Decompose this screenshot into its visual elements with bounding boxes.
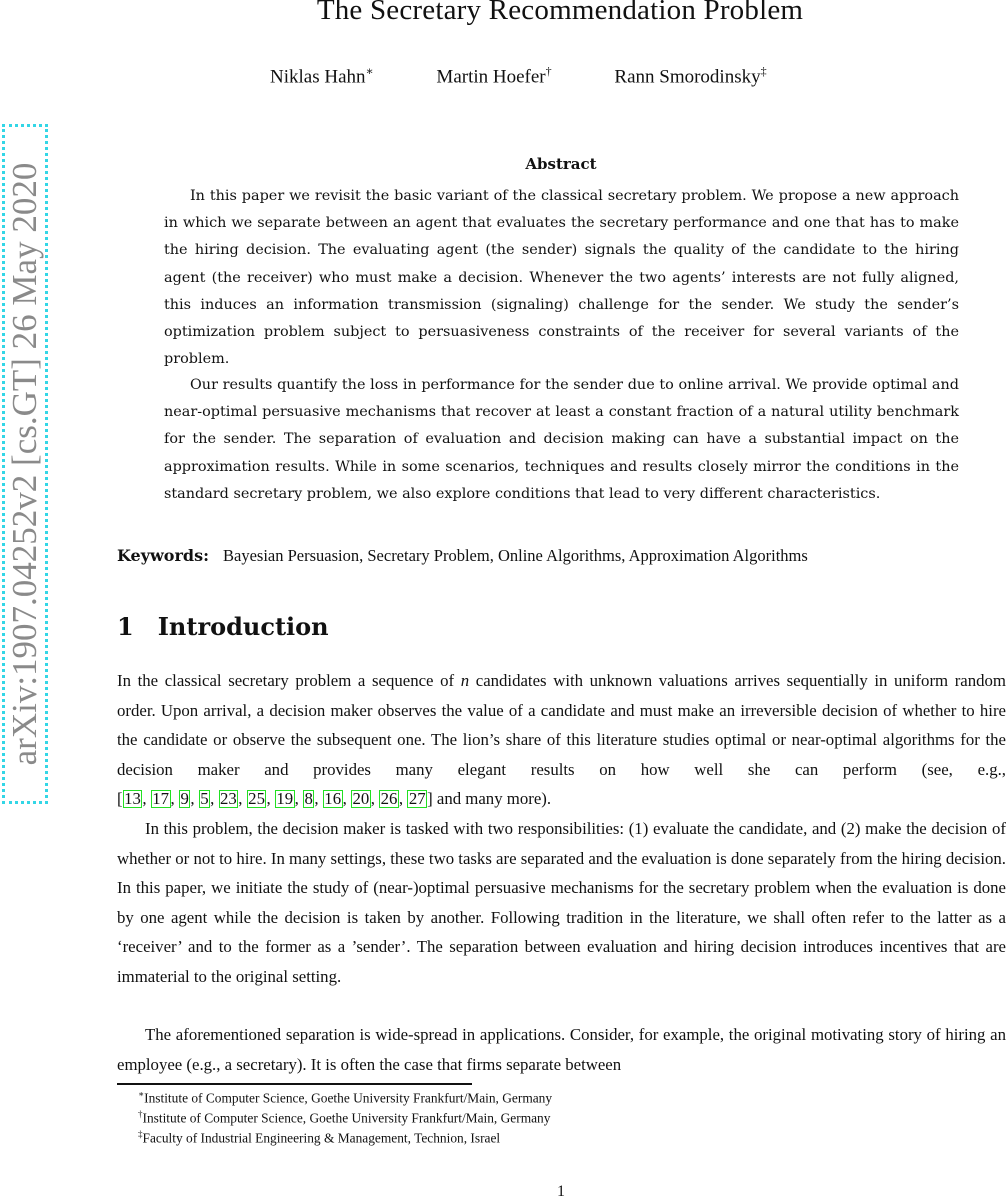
citation-list: [13, 17, 9, 5, 23, 25, 19, 8, 16, 20, 26, 27]	[117, 789, 433, 808]
citation-link[interactable]: 13	[124, 789, 141, 808]
citation-link[interactable]: 9	[180, 789, 189, 808]
arxiv-identifier: arXiv:1907.04252v2 [cs.GT] 26 May 2020	[5, 162, 44, 766]
author-hoefer: Martin Hoefer†	[436, 64, 552, 88]
footnote: ‡Faculty of Industrial Engineering & Management, Technion, Israel	[138, 1129, 501, 1146]
paper-title: The Secretary Recommendation Problem	[316, 0, 804, 26]
footnote: ∗Institute of Computer Science, Goethe University Frankfurt/Main, Germany	[138, 1089, 553, 1106]
footnote-mark[interactable]: †	[545, 64, 552, 78]
citation-link[interactable]: 23	[220, 789, 237, 808]
arxiv-stamp-link[interactable]	[2, 124, 48, 804]
citation-link[interactable]: 16	[324, 789, 342, 808]
footnote-divider	[117, 1083, 472, 1085]
citation-link[interactable]: 25	[248, 789, 265, 808]
intro-paragraph: In the classical secretary problem a sequence of n candidates with unknown valuations arrives sequentially in uniform random order. Upon arrival, a decision maker observes the value of a candidate and must make an irreversible decision of whether to hire the candidate or observe the subsequent one. The lion’s share of this literature studies optimal or near-optimal algorithms for the decision maker and provides many elegant results on how well she can perform (see, e.g., [13, 17, 9, 5, 23, 25, 19, 8, 16, 20, 26, 27] and many more).	[117, 671, 1006, 808]
footnote-mark[interactable]: ∗	[365, 64, 374, 78]
keywords-label: Keywords:	[117, 546, 210, 565]
intro-paragraph: In this problem, the decision maker is tasked with two responsibilities: (1) evaluate the candidate, and (2) make the decision of whether or not to hire. In many settings, these two tasks are separated and the evaluation is done separately from the hiring decision. In this paper, we initiate the study of (near-)optimal persuasive mechanisms for the secretary problem when the evaluation is done by one agent while the decision is taken by another. Following tradition in the literature, we shall often refer to the latter as a ‘receiver’ and to the former as a ’sender’. The separation between evaluation and hiring decision introduces incentives that are immaterial to the original setting.	[117, 819, 1006, 986]
section-number: 1	[117, 612, 134, 641]
citation-link[interactable]: 20	[352, 789, 370, 808]
citation-link[interactable]: 19	[276, 789, 294, 808]
author-hahn: Niklas Hahn∗	[270, 64, 374, 88]
citation-link[interactable]: 26	[380, 789, 398, 808]
citation-link[interactable]: 5	[200, 789, 209, 808]
citation-link[interactable]: 17	[152, 789, 170, 808]
abstract-paragraph: In this paper we revisit the basic variant of the classical secretary problem. We propose a new approach in which we separate between an agent that evaluates the secretary performance and one that has to make the hiring decision. The evaluating agent (the sender) signals the quality of the candidate to the hiring agent (the receiver) who must make a decision. Whenever the two agents’ interests are not fully aligned, this induces an information transmission (signaling) challenge for the sender. We study the sender’s optimization problem subject to persuasiveness constraints of the receiver for several variants of the problem.	[164, 188, 959, 368]
footnote: †Institute of Computer Science, Goethe University Frankfurt/Main, Germany	[138, 1109, 551, 1126]
keywords	[117, 546, 808, 566]
intro-paragraph: The aforementioned separation is wide-spread in applications. Consider, for example, the original motivating story of hiring an employee (e.g., a secretary). It is often the case that firms separate between	[117, 1025, 1006, 1074]
math-variable-n: n	[460, 671, 470, 690]
footnote-mark[interactable]: ‡	[760, 64, 767, 78]
keywords-text: Bayesian Persuasion, Secretary Problem, Online Algorithms, Approximation Algorithms	[223, 546, 808, 565]
citation-link[interactable]: 8	[304, 789, 313, 808]
page-number: 1	[557, 1183, 565, 1200]
section-heading-introduction	[117, 612, 329, 641]
abstract-heading: Abstract	[525, 155, 597, 173]
author-list	[270, 64, 767, 88]
abstract-paragraph: Our results quantify the loss in performance for the sender due to online arrival. We provide optimal and near-optimal persuasive mechanisms that recover at least a constant fraction of a natural utility benchmark for the sender. The separation of evaluation and decision making can have a substantial impact on the approximation results. While in some scenarios, techniques and results closely mirror the conditions in the standard secretary problem, we also explore conditions that lead to very different characteristics.	[164, 377, 959, 502]
author-smorodinsky: Rann Smorodinsky‡	[614, 64, 767, 88]
citation-link[interactable]: 27	[408, 789, 426, 808]
section-title: Introduction	[157, 612, 329, 641]
